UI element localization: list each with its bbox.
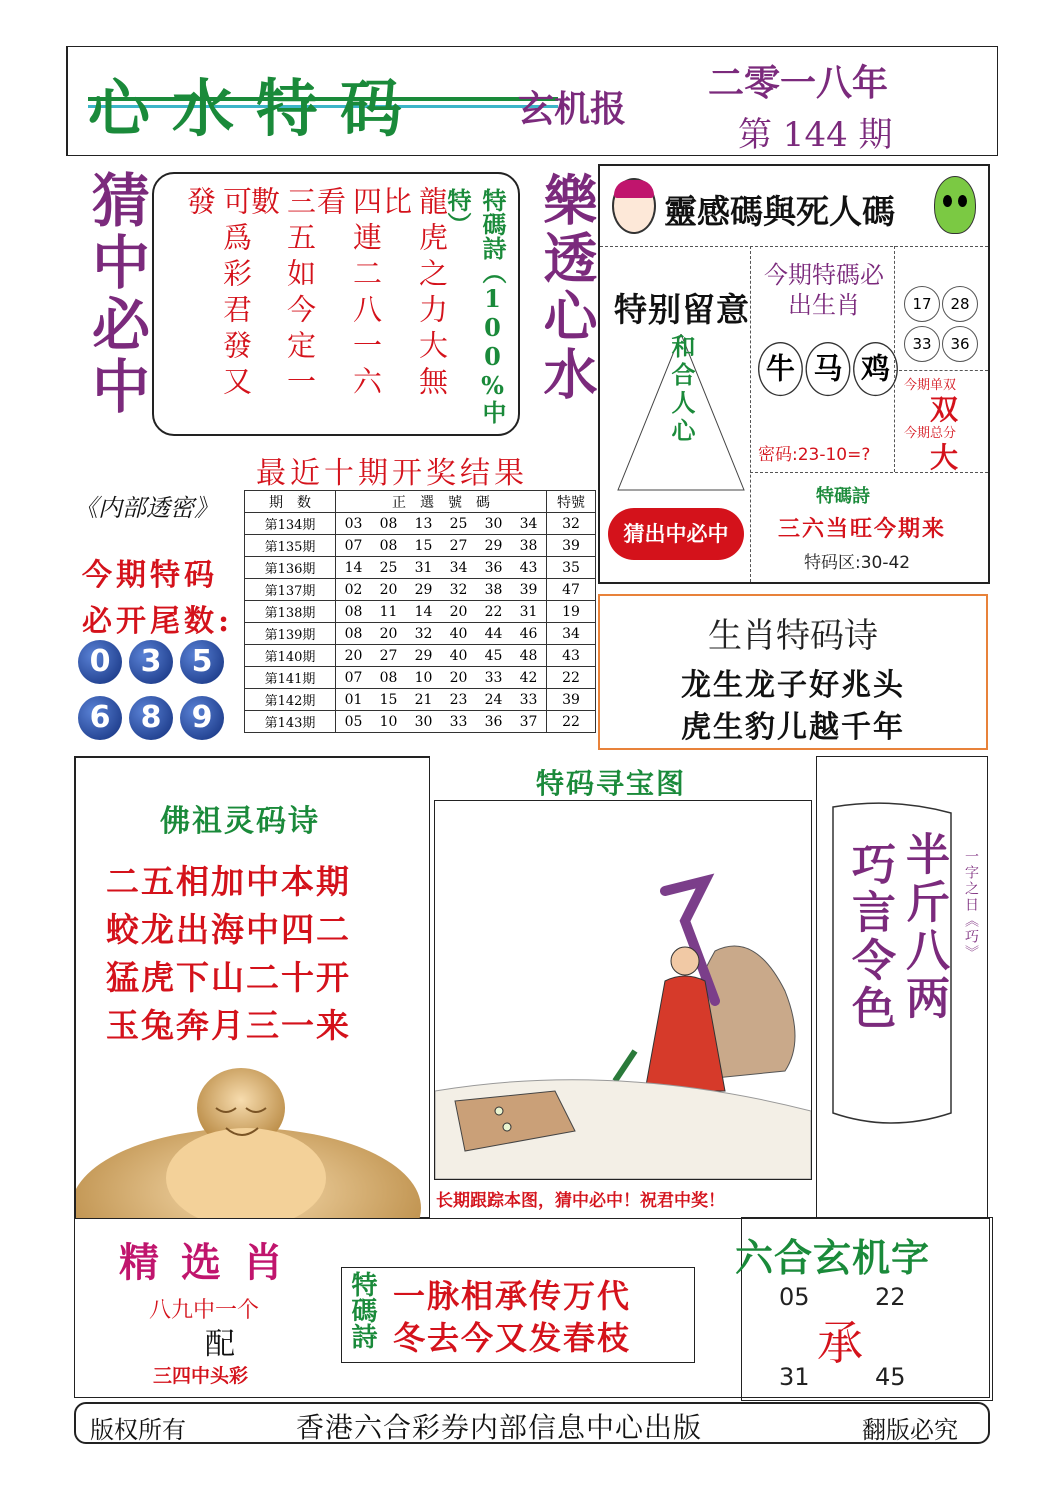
number-cell: 40	[441, 645, 476, 667]
table-row	[245, 711, 596, 733]
number-cell: 08	[371, 667, 406, 689]
divider-v1	[750, 246, 751, 582]
riddle-col2: 巧言令色	[844, 841, 895, 1033]
special-cell: 32	[547, 513, 596, 535]
header-subtitle: 玄机报	[518, 89, 627, 130]
divider-h3	[894, 370, 988, 371]
bottom-poem-label: 特碼詩	[347, 1271, 377, 1349]
mystery-num-2: 22	[875, 1283, 906, 1311]
number-cell: 29	[406, 579, 441, 601]
header-year: 二零一八年	[708, 63, 889, 104]
zodiac-poem-line2: 虎生豹儿越千年	[681, 710, 905, 745]
number-cell: 07	[336, 667, 372, 689]
face-icon	[612, 178, 656, 234]
number-cell: 15	[406, 535, 441, 557]
number-cell: 01	[336, 689, 372, 711]
total-value: 大	[930, 441, 959, 474]
number-cell: 08	[336, 601, 372, 623]
col-period: 期 数	[245, 491, 336, 513]
treasure-caption: 长期跟踪本图，猜中必中！祝君中奖！	[436, 1191, 725, 1211]
number-cell: 30	[476, 513, 511, 535]
spirit-poem-label: 特碼詩	[816, 486, 870, 507]
special-cell: 19	[547, 601, 596, 623]
table-row	[245, 557, 596, 579]
number-cell: 34	[511, 513, 547, 535]
period-cell: 第143期	[245, 711, 336, 733]
tail-ball-3: 5	[180, 640, 224, 684]
number-cell: 20	[371, 579, 406, 601]
number-cell: 20	[336, 645, 372, 667]
mystery-title: 六合玄机字	[735, 1236, 931, 1280]
number-cell: 38	[476, 579, 511, 601]
pick-line1: 八九中一个	[149, 1298, 260, 1323]
header-issue: 第 144 期	[738, 115, 893, 155]
number-cell: 08	[336, 623, 372, 645]
poem-column-3: 四連二八一六看	[313, 186, 383, 402]
number-cell: 38	[511, 535, 547, 557]
triangle-text: 和合人心	[667, 334, 696, 446]
spirit-poem: 三六当旺今期来	[778, 516, 947, 542]
code-circle-3: 33	[904, 326, 940, 362]
zodiac-poem-title: 生肖特码诗	[708, 616, 878, 656]
footer-right: 翻版必究	[862, 1416, 958, 1444]
pick-line2: 三四中头彩	[153, 1365, 249, 1387]
number-cell: 46	[511, 623, 547, 645]
number-cell: 05	[336, 711, 372, 733]
col-special: 特號	[547, 491, 596, 513]
number-cell: 10	[371, 711, 406, 733]
results-title: 最近十期开奖结果	[256, 456, 528, 491]
number-cell: 34	[441, 557, 476, 579]
zodiac-title: 今期特碼必出生肖	[764, 261, 884, 319]
number-cell: 24	[476, 689, 511, 711]
number-cell: 36	[476, 557, 511, 579]
number-cell: 08	[371, 513, 406, 535]
number-cell: 27	[371, 645, 406, 667]
number-cell: 03	[336, 513, 372, 535]
table-row	[245, 667, 596, 689]
number-cell: 33	[476, 667, 511, 689]
buddha-title: 佛祖灵码诗	[160, 804, 320, 839]
riddle-col1: 半斤八两	[898, 831, 949, 1023]
special-cell: 34	[547, 623, 596, 645]
tail-ball-2: 3	[129, 640, 173, 684]
divider-h1	[600, 246, 988, 247]
table-row	[245, 601, 596, 623]
number-cell: 22	[476, 601, 511, 623]
pick-title: 精选肖	[119, 1240, 305, 1286]
table-row	[245, 623, 596, 645]
zodiac-poem-box	[598, 594, 988, 750]
special-cell: 22	[547, 667, 596, 689]
period-cell: 第134期	[245, 513, 336, 535]
pick-mid: 配	[205, 1327, 235, 1362]
special-cell: 39	[547, 535, 596, 557]
period-cell: 第136期	[245, 557, 336, 579]
left-vertical-slogan: 猜中必中	[82, 170, 150, 418]
header-title: 心水特码	[88, 72, 425, 145]
number-cell: 45	[476, 645, 511, 667]
number-cell: 23	[441, 689, 476, 711]
table-row	[245, 513, 596, 535]
right-vertical-slogan: 樂透心水	[535, 172, 598, 404]
buddha-box	[74, 756, 430, 1218]
poem-box	[152, 172, 520, 436]
guess-badge: 猜出中必中	[608, 508, 744, 560]
tail-ball-6: 9	[180, 696, 224, 740]
number-cell: 20	[441, 667, 476, 689]
number-cell: 29	[406, 645, 441, 667]
riddle-outer-box	[816, 756, 988, 1218]
zodiac-row	[758, 342, 890, 396]
results-header-row	[245, 491, 596, 513]
table-row	[245, 535, 596, 557]
buddha-line-4: 玉兔奔月三一来	[106, 1006, 351, 1045]
table-row	[245, 689, 596, 711]
number-cell: 25	[441, 513, 476, 535]
number-cell: 13	[406, 513, 441, 535]
zodiac-1: 牛	[758, 342, 803, 396]
number-cell: 37	[511, 711, 547, 733]
special-cell: 47	[547, 579, 596, 601]
number-cell: 14	[336, 557, 372, 579]
bottom-box	[74, 1218, 990, 1398]
number-cell: 40	[441, 623, 476, 645]
inside-balls-row1	[78, 640, 231, 684]
period-cell: 第135期	[245, 535, 336, 557]
number-cell: 30	[406, 711, 441, 733]
number-cell: 27	[441, 535, 476, 557]
code-circle-4: 36	[942, 326, 978, 362]
header-box	[66, 46, 998, 156]
period-cell: 第142期	[245, 689, 336, 711]
tail-ball-1: 0	[78, 640, 122, 684]
number-cell: 10	[406, 667, 441, 689]
inside-line2: 必开尾数:	[82, 604, 234, 639]
number-cell: 02	[336, 579, 372, 601]
number-cell: 39	[511, 579, 547, 601]
col-numbers: 正 選 號 碼	[336, 491, 547, 513]
results-table	[244, 490, 596, 733]
bottom-poem-line1: 一脉相承传万代	[393, 1277, 632, 1315]
number-cell: 20	[441, 601, 476, 623]
period-cell: 第140期	[245, 645, 336, 667]
number-cell: 33	[511, 689, 547, 711]
special-cell: 22	[547, 711, 596, 733]
number-cell: 48	[511, 645, 547, 667]
number-cell: 20	[371, 623, 406, 645]
zodiac-3: 鸡	[853, 342, 898, 396]
tail-ball-5: 8	[129, 696, 173, 740]
buddha-line-1: 二五相加中本期	[106, 862, 351, 901]
number-cell: 31	[406, 557, 441, 579]
mystery-num-1: 05	[779, 1283, 810, 1311]
single-double-label: 今期单双	[904, 378, 957, 393]
zodiac-2: 马	[806, 342, 851, 396]
inside-label: 《内部透密》	[74, 494, 218, 522]
tail-ball-4: 6	[78, 696, 122, 740]
special-cell: 43	[547, 645, 596, 667]
mystery-char: 承	[817, 1316, 863, 1370]
buddha-line-2: 蛟龙出海中四二	[106, 910, 351, 949]
results-table-wrap	[244, 490, 596, 733]
total-label: 今期总分	[904, 426, 957, 441]
footer-left: 版权所有	[90, 1416, 186, 1444]
inside-balls-row2	[78, 696, 231, 740]
number-cell: 11	[371, 601, 406, 623]
riddle-hint: 一字之日《巧》	[963, 849, 979, 961]
number-cell: 07	[336, 535, 372, 557]
treasure-box	[434, 800, 812, 1180]
spirit-box	[598, 164, 990, 584]
code-circle-1: 17	[904, 286, 940, 322]
number-cell: 14	[406, 601, 441, 623]
number-cell: 42	[511, 667, 547, 689]
alien-icon	[934, 176, 976, 234]
special-cell: 35	[547, 557, 596, 579]
number-cell: 21	[406, 689, 441, 711]
footer-box	[74, 1402, 990, 1444]
treasure-title: 特码寻宝图	[536, 767, 687, 800]
number-cell: 25	[371, 557, 406, 579]
period-cell: 第137期	[245, 579, 336, 601]
special-cell: 39	[547, 689, 596, 711]
number-cell: 36	[476, 711, 511, 733]
spirit-title: 靈感碼與死人碼	[664, 192, 895, 231]
number-cell: 15	[371, 689, 406, 711]
zone-text: 特码区:30-42	[804, 553, 911, 573]
mystery-num-3: 31	[779, 1363, 810, 1391]
poem-label: 特碼詩（100%中特）	[443, 188, 507, 424]
number-cell: 32	[406, 623, 441, 645]
notice-label: 特别留意	[614, 290, 750, 329]
period-cell: 第139期	[245, 623, 336, 645]
number-cell: 29	[476, 535, 511, 557]
period-cell: 第138期	[245, 601, 336, 623]
bottom-poem-line2: 冬去今又发春枝	[393, 1319, 632, 1357]
number-cell: 08	[371, 535, 406, 557]
table-row	[245, 645, 596, 667]
buddha-figure	[76, 1068, 430, 1218]
zodiac-poem-line1: 龙生龙子好兆头	[681, 668, 905, 703]
table-row	[245, 579, 596, 601]
number-cell: 32	[441, 579, 476, 601]
buddha-line-3: 猛虎下山二十开	[106, 958, 351, 997]
mystery-num-4: 45	[875, 1363, 906, 1391]
poem-column-1: 可爲彩君發又發	[183, 186, 253, 402]
poem-column-2: 三五如今定一數	[247, 186, 317, 402]
footer-center: 香港六合彩券内部信息中心出版	[296, 1411, 703, 1444]
treasure-illustration	[435, 801, 811, 1179]
number-cell: 44	[476, 623, 511, 645]
number-cell: 31	[511, 601, 547, 623]
code-circle-2: 28	[942, 286, 978, 322]
results-body	[245, 513, 596, 733]
poem-column-4: 龍虎之力大無比	[379, 186, 449, 402]
single-double-value: 双	[930, 393, 959, 426]
number-cell: 43	[511, 557, 547, 579]
code-text: 密码:23-10=?	[758, 445, 871, 465]
period-cell: 第141期	[245, 667, 336, 689]
number-cell: 33	[441, 711, 476, 733]
inside-line1: 今期特码	[82, 558, 218, 593]
